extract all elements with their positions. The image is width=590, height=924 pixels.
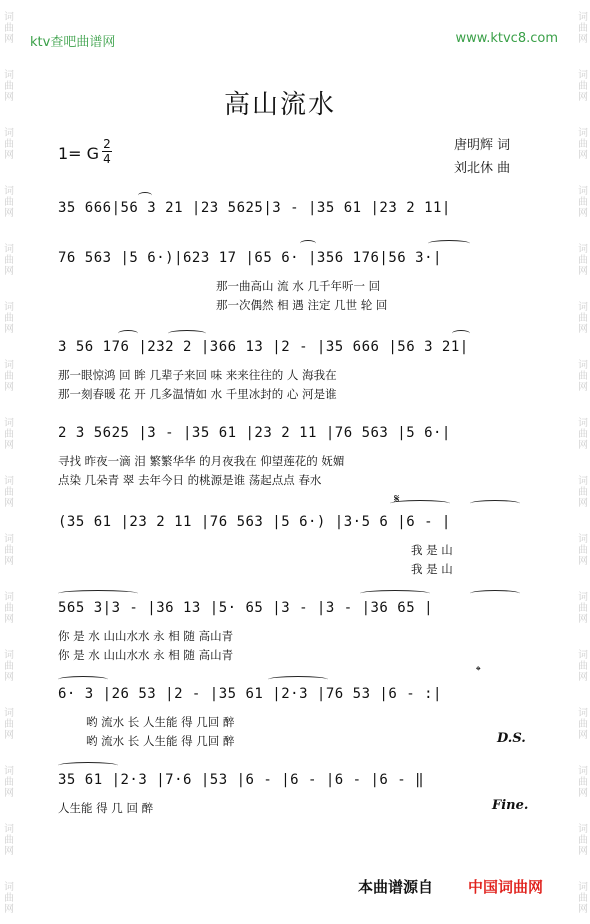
watermark-text: 词 曲 网 xyxy=(4,418,14,451)
watermark-text: 词 曲 网 xyxy=(578,360,588,393)
watermark-text: 词 曲 网 xyxy=(578,592,588,625)
watermark-text: 词 曲 网 xyxy=(4,882,14,915)
watermark-text: 词 曲 网 xyxy=(578,128,588,161)
watermark-text: 词 曲 网 xyxy=(4,70,14,103)
time-signature-top: 2 xyxy=(103,137,111,151)
watermark-text: 词 曲 网 xyxy=(578,244,588,277)
slur xyxy=(268,676,328,683)
watermark-text: 词 曲 网 xyxy=(4,186,14,219)
time-signature-bottom: 4 xyxy=(103,152,111,166)
slur xyxy=(452,330,470,337)
score-row-2-notes: 76 563 |5 6·)|623 17 |65 6· |356 176|56 3·| xyxy=(58,250,442,266)
watermark-text: 词 曲 网 xyxy=(4,650,14,683)
source-label: 本曲谱源自 xyxy=(358,878,434,896)
score-row-2-lyric-2: 那一次偶然 相 遇 注定 几世 轮 回 xyxy=(216,298,388,312)
score-row-3-lyric-2: 那一刻春暖 花 开 几多温情如 水 千里冰封的 心 河是谁 xyxy=(58,387,337,401)
slur xyxy=(58,590,138,597)
slur xyxy=(470,500,520,507)
watermark-text: 词 曲 网 xyxy=(578,418,588,451)
watermark-text: 词 曲 网 xyxy=(578,476,588,509)
fine-marker: Fine. xyxy=(492,798,529,813)
watermark-text: 词 曲 网 xyxy=(4,302,14,335)
watermark-text: 词 曲 网 xyxy=(4,128,14,161)
score-row-7-lyric-1: 哟 流水 长 人生能 得 几回 醉 xyxy=(86,715,235,729)
score-row-4-lyric-2: 点染 几朵青 翠 去年今日 的桃源是谁 荡起点点 春水 xyxy=(58,473,322,487)
slur xyxy=(390,500,450,507)
watermark-text: 词 曲 网 xyxy=(4,766,14,799)
watermark-text: 词 曲 网 xyxy=(578,534,588,567)
watermark-text: 词 曲 网 xyxy=(578,650,588,683)
score-row-6-notes: 565 3|3 - |36 13 |5· 65 |3 - |3 - |36 65 | xyxy=(58,600,434,616)
watermark-text: 词 曲 网 xyxy=(578,12,588,45)
key-signature: 1= G xyxy=(58,144,100,163)
watermark-text: 词 曲 网 xyxy=(578,302,588,335)
score-row-3-notes: 3 56 176 |232 2 |366 13 |2 - |35 666 |56 3 21| xyxy=(58,339,469,355)
watermark-text: 词 曲 网 xyxy=(578,882,588,915)
score-row-4-notes: 2 3 5625 |3 - |35 61 |23 2 11 |76 563 |5 6·| xyxy=(58,425,451,441)
watermark-text: 词 曲 网 xyxy=(578,824,588,857)
watermark-text: 词 曲 网 xyxy=(578,70,588,103)
slur xyxy=(118,330,138,337)
ds-marker: D.S. xyxy=(497,731,526,746)
site-url-right[interactable]: www.ktvc8.com xyxy=(455,31,558,46)
slur xyxy=(58,762,118,769)
segno-icon: 𝄋 xyxy=(394,492,400,507)
slur xyxy=(360,590,430,597)
time-signature xyxy=(102,138,112,165)
slur xyxy=(300,240,316,247)
score-row-8-notes: 35 61 |2·3 |7·6 |53 |6 - |6 - |6 - |6 - ‖ xyxy=(58,772,425,788)
watermark-text: 词 曲 网 xyxy=(4,244,14,277)
watermark-text: 词 曲 网 xyxy=(4,476,14,509)
coda-icon: 𝄌 xyxy=(476,664,481,679)
lyricist-credit: 唐明辉 词 xyxy=(454,138,511,153)
slur xyxy=(470,590,520,597)
watermark-text: 词 曲 网 xyxy=(4,708,14,741)
score-row-5-lyric-1: 我 是 山 xyxy=(411,543,453,557)
score-row-6-lyric-2: 你 是 水 山山水水 永 相 随 高山青 xyxy=(58,648,234,662)
score-row-8-lyric-1: 人生能 得 几 回 醉 xyxy=(58,801,154,815)
slur xyxy=(58,676,108,683)
watermark-text: 词 曲 网 xyxy=(4,534,14,567)
watermark-text: 词 曲 网 xyxy=(578,708,588,741)
watermark-text: 词 曲 网 xyxy=(4,12,14,45)
score-row-6-lyric-1: 你 是 水 山山水水 永 相 随 高山青 xyxy=(58,629,234,643)
slur xyxy=(138,192,152,199)
watermark-text: 词 曲 网 xyxy=(4,592,14,625)
score-row-2-lyric-1: 那一曲高山 流 水 几千年听一 回 xyxy=(216,279,381,293)
score-row-7-lyric-2: 哟 流水 长 人生能 得 几回 醉 xyxy=(86,734,235,748)
score-row-7-notes: 6· 3 |26 53 |2 - |35 61 |2·3 |76 53 |6 - :| xyxy=(58,686,442,702)
watermark-text: 词 曲 网 xyxy=(4,360,14,393)
site-name-left[interactable]: ktv查吧曲谱网 xyxy=(30,35,116,50)
score-row-3-lyric-1: 那一眼惊鸿 回 眸 几辈子来回 味 来来往往的 人 海我在 xyxy=(58,368,337,382)
source-site-link[interactable]: 中国词曲网 xyxy=(468,878,544,896)
slur xyxy=(168,330,206,337)
slur xyxy=(428,240,470,247)
watermark-text: 词 曲 网 xyxy=(4,824,14,857)
watermark-text: 词 曲 网 xyxy=(578,766,588,799)
score-row-1-notes: 35 666|56 3 21 |23 5625|3 - |35 61 |23 2 11| xyxy=(58,200,451,216)
score-row-5-lyric-2: 我 是 山 xyxy=(411,562,453,576)
score-row-5-notes: (35 61 |23 2 11 |76 563 |5 6·) |3·5 6 |6 - | xyxy=(58,514,451,530)
composer-credit: 刘北休 曲 xyxy=(454,161,511,176)
song-title: 高山流水 xyxy=(223,90,336,120)
watermark-text: 词 曲 网 xyxy=(578,186,588,219)
score-row-4-lyric-1: 寻找 昨夜一滴 泪 繁繁华华 的月夜我在 仰望莲花的 妩媚 xyxy=(58,454,345,468)
